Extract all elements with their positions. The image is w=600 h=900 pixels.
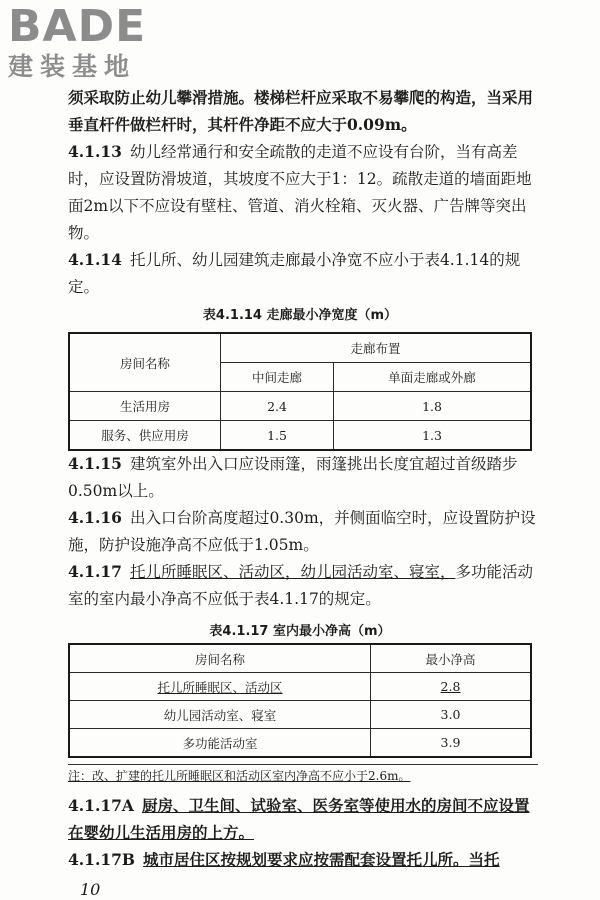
clause-number: 4.1.17: [68, 562, 122, 581]
value-cell: 3.9: [371, 729, 532, 758]
clause-4-1-14: [68, 246, 538, 301]
value-cell: 2.8: [371, 673, 532, 701]
value-cell: 1.5: [221, 421, 334, 451]
room-name-cell: 服务、供应用房: [69, 421, 221, 451]
room-name-cell: 多功能活动室: [69, 729, 371, 758]
table-note: 注：改、扩建的托儿所睡眠区和活动区室内净高不应小于2.6m。: [68, 764, 538, 784]
room-name-cell: 托儿所睡眠区、活动区: [69, 673, 371, 701]
room-name-cell: 生活用房: [69, 392, 221, 421]
room-name-cell: 幼儿园活动室、寝室: [69, 701, 371, 729]
clause-text-underlined: 托儿所睡眠区、活动区，幼儿园活动室、寝室，: [129, 563, 456, 581]
table-4-1-14-caption: 表4.1.14 走廊最小净宽度（m）: [202, 308, 398, 323]
clause-4-1-17A: [68, 792, 538, 846]
table-row: [69, 421, 531, 451]
page-number: 10: [80, 880, 101, 899]
value-cell: 2.4: [221, 392, 334, 421]
header-room-name: 房间名称: [69, 644, 371, 673]
bade-logo: [8, 1, 183, 84]
paragraph-text: 须采取防止幼儿攀滑措施。楼梯栏杆应采取不易攀爬的构造，当采用垂直杆件做栏杆时，其杆件净距不应大于0.09m。: [68, 88, 534, 134]
clause-4-1-16: [68, 504, 538, 559]
header-room-name: 房间名称: [69, 333, 221, 392]
table-row: [69, 701, 531, 729]
clause-number: 4.1.16: [68, 508, 122, 527]
header-min-height: 最小净高: [371, 644, 532, 673]
clause-number: 4.1.14: [68, 250, 122, 269]
table-row: [69, 729, 531, 758]
header-single-corridor: 单面走廊或外廊: [334, 363, 531, 392]
value-cell: 3.0: [371, 701, 532, 729]
clause-4-1-17: [68, 558, 538, 613]
clause-text: 多功能活动室的室内最小净高不应低于表4.1.17的规定。: [68, 563, 533, 608]
table-row: [69, 673, 531, 701]
clause-number: 4.1.17A: [68, 796, 134, 815]
clause-4-1-17B: [68, 846, 538, 873]
header-middle-corridor: 中间走廊: [221, 363, 334, 392]
clause-number: 4.1.17B: [68, 850, 136, 869]
table-row: [69, 392, 531, 421]
clause-text: 出入口台阶高度超过0.30m，并侧面临空时，应设置防护设施，防护设施净高不应低于1.05m。: [68, 509, 536, 554]
clause-4-1-13: [68, 138, 538, 247]
table-4-1-17: [68, 643, 532, 758]
clause-4-1-15: [68, 450, 538, 505]
logo-subtitle: 建装基地: [8, 52, 137, 81]
header-corridor-layout: 走廊布置: [221, 333, 532, 363]
clause-text: 幼儿经常通行和安全疏散的走道不应设有台阶，当有高差时，应设置防滑坡道，其坡度不应大于1：12。疏散走道的墙面距地面2m以下不应设有壁柱、管道、消火栓箱、灭火器、广告牌等突出物。: [68, 143, 532, 242]
paragraph-continuation: [68, 84, 538, 138]
clause-text: 城市居住区按规划要求应按需配套设置托儿所。当托: [143, 850, 500, 869]
clause-number: 4.1.13: [68, 142, 122, 161]
clause-text: 托儿所、幼儿园建筑走廊最小净宽不应小于表4.1.14的规定。: [68, 251, 521, 296]
value-cell: 1.3: [334, 421, 531, 451]
value-cell: 1.8: [334, 392, 531, 421]
clause-text: 厨房、卫生间、试验室、医务室等使用水的房间不应设置在婴幼儿生活用房的上方。: [68, 796, 530, 842]
table-4-1-17-caption: 表4.1.17 室内最小净高（m）: [209, 624, 391, 639]
clause-number: 4.1.15: [68, 454, 122, 473]
clause-text: 建筑室外出入口应设雨篷，雨篷挑出长度宜超过首级踏步0.50m以上。: [68, 455, 518, 500]
logo-word: BADE: [8, 1, 147, 52]
table-4-1-14: [68, 332, 532, 451]
